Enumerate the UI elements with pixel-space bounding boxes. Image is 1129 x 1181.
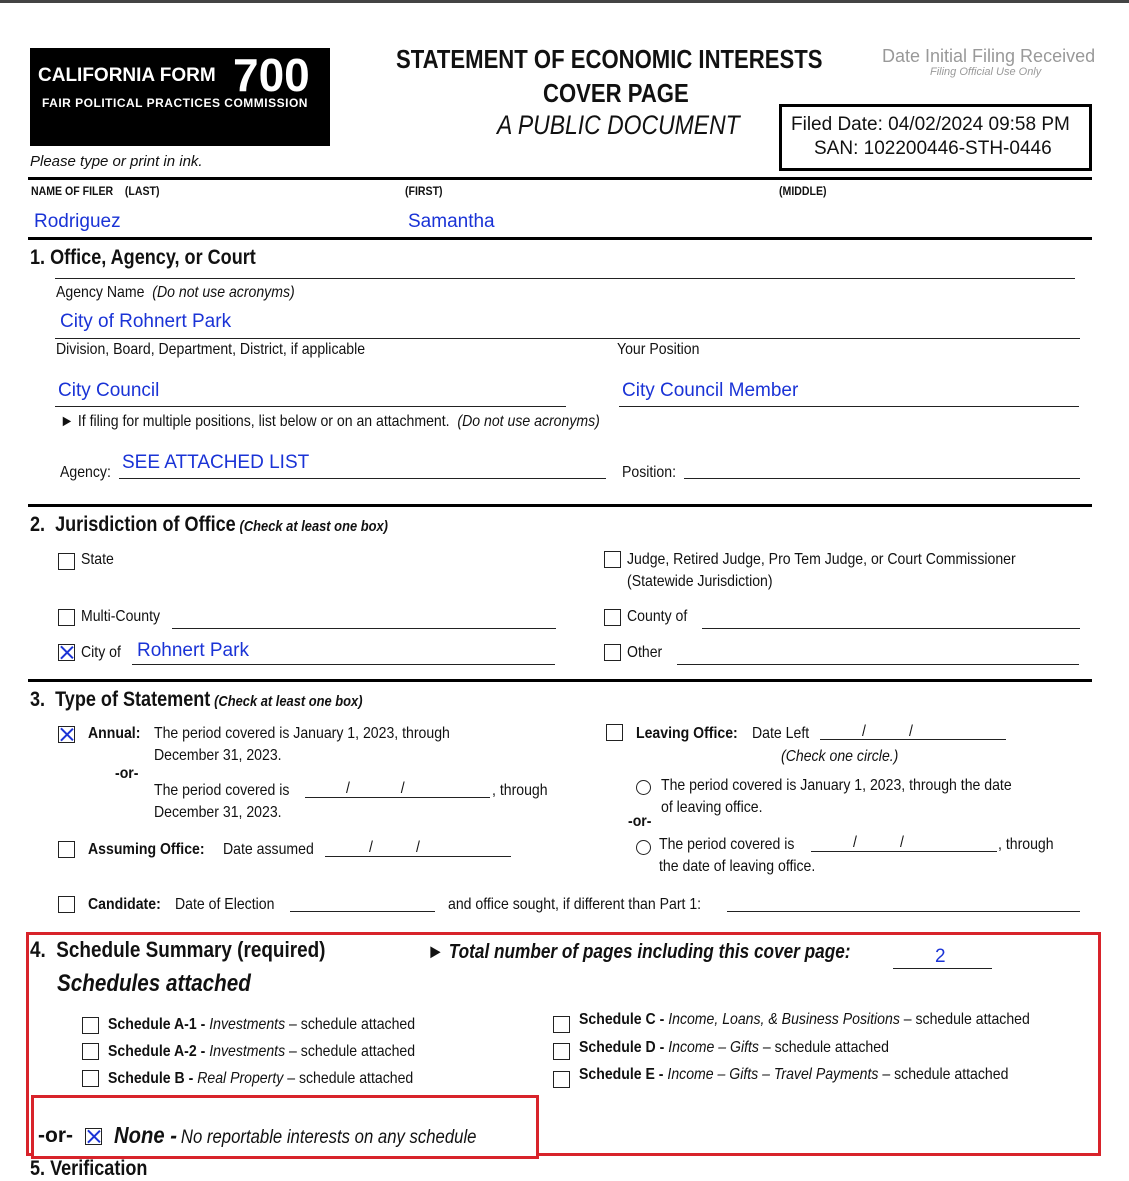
multi-county-checkbox[interactable]: [58, 609, 75, 626]
form-badge: [30, 48, 330, 146]
assuming-date-slash: / /: [369, 839, 420, 856]
candidate-text-2: and office sought, if different than Part 1:: [448, 896, 702, 913]
agency-name-value[interactable]: City of Rohnert Park: [60, 311, 232, 332]
county-of-label: County of: [627, 608, 688, 625]
agency-label-text: Agency Name: [56, 284, 145, 301]
position2-label: Position:: [622, 464, 677, 481]
leaving-option1-radio[interactable]: [636, 780, 651, 795]
schedule-b-title: Schedule B -: [108, 1070, 194, 1087]
filer-last-label: NAME OF FILER (LAST): [31, 184, 160, 198]
schedule-c-checkbox[interactable]: [553, 1016, 570, 1033]
leaving-option2-a: The period covered is: [659, 836, 795, 853]
leaving-option2-c: the date of leaving office.: [659, 858, 816, 875]
assuming-office-label: Assuming Office:: [88, 841, 205, 858]
section2-subtitle: (Check at least one box): [239, 518, 388, 535]
annual-label: Annual:: [88, 725, 141, 742]
division-value[interactable]: City Council: [58, 380, 160, 401]
division-label: Division, Board, Department, District, if applicable: [56, 341, 366, 358]
agency2-value[interactable]: SEE ATTACHED LIST: [122, 452, 310, 473]
schedule-d-type: Income – Gifts: [668, 1039, 759, 1056]
none-checkbox[interactable]: [85, 1128, 102, 1145]
filer-last-name[interactable]: Rodriguez: [34, 211, 121, 232]
schedule-c-rest: – schedule attached: [903, 1011, 1030, 1028]
total-pages-underline: [893, 968, 992, 969]
leaving-office-text: Date Left: [752, 725, 810, 742]
rule-section3: [28, 679, 1092, 682]
schedule-e-label: [579, 1066, 1008, 1084]
schedule-d-checkbox[interactable]: [553, 1043, 570, 1060]
schedule-b-label: [108, 1070, 413, 1088]
section1-title: 1. Office, Agency, or Court: [30, 246, 256, 269]
judge-checkbox[interactable]: [604, 551, 621, 568]
multiple-note-text: ► If filing for multiple positions, list below or on an attachment.: [60, 413, 450, 430]
annual-checkbox[interactable]: [58, 726, 75, 743]
candidate-checkbox[interactable]: [58, 896, 75, 913]
agency-name-label: [56, 284, 295, 302]
san-number: SAN: 102200446-STH-0446: [814, 138, 1052, 159]
form-number: 700: [233, 49, 310, 101]
none-label: [114, 1122, 476, 1149]
section3-title: 3. Type of Statement: [30, 688, 211, 711]
state-label: State: [81, 551, 114, 568]
schedule-c-type: Income, Loans, & Business Positions: [668, 1011, 900, 1028]
other-label: Other: [627, 644, 663, 661]
schedule-a2-title: Schedule A-2 -: [108, 1043, 206, 1060]
rule-section2: [28, 504, 1092, 507]
filer-middle-label: (MIDDLE): [779, 184, 827, 198]
filer-first-label: (FIRST): [405, 184, 443, 198]
agency-note: (Do not use acronyms): [152, 284, 295, 301]
date-received-label: Date Initial Filing Received: [882, 46, 1096, 66]
your-position-label: Your Position: [617, 341, 700, 358]
annual-text-4: December 31, 2023.: [154, 804, 282, 821]
agency-underline: [55, 338, 1080, 339]
agency2-underline: [119, 478, 606, 479]
leaving-or: -or-: [628, 813, 652, 830]
section3-heading: [30, 688, 363, 712]
please-type-note: Please type or print in ink.: [30, 153, 203, 170]
state-checkbox[interactable]: [58, 553, 75, 570]
schedule-a2-rest: – schedule attached: [289, 1043, 416, 1060]
office-sought-underline[interactable]: [727, 911, 1080, 912]
agency2-label: Agency:: [60, 464, 111, 481]
schedules-attached-heading: Schedules attached: [57, 970, 251, 997]
annual-text-3a: The period covered is: [154, 782, 290, 799]
annual-text-2: December 31, 2023.: [154, 747, 282, 764]
schedule-a1-type: Investments: [209, 1016, 286, 1033]
filer-first-name[interactable]: Samantha: [408, 211, 495, 232]
assuming-office-text: Date assumed: [223, 841, 314, 858]
leaving-office-checkbox[interactable]: [606, 724, 623, 741]
schedule-a1-rest: – schedule attached: [289, 1016, 416, 1033]
rule-section1: [28, 237, 1092, 240]
filed-date: Filed Date: 04/02/2024 09:58 PM: [791, 114, 1070, 135]
leaving-option1-b: of leaving office.: [661, 799, 763, 816]
position-value[interactable]: City Council Member: [622, 380, 799, 401]
schedule-e-title: Schedule E -: [579, 1066, 664, 1083]
schedule-e-type: Income – Gifts – Travel Payments: [667, 1066, 879, 1083]
multi-county-underline: [172, 628, 556, 629]
position2-underline: [684, 478, 1080, 479]
total-pages-value[interactable]: 2: [935, 946, 946, 967]
schedule-d-title: Schedule D -: [579, 1039, 665, 1056]
candidate-label: Candidate:: [88, 896, 161, 913]
schedule-d-label: [579, 1039, 889, 1057]
none-text: No reportable interests on any schedule: [180, 1127, 477, 1148]
leaving-option2-underline[interactable]: [811, 851, 997, 852]
section3-subtitle: (Check at least one box): [214, 693, 363, 710]
form-title: STATEMENT OF ECONOMIC INTERESTS: [396, 44, 823, 74]
multi-county-label: Multi-County: [81, 608, 161, 625]
schedule-a2-type: Investments: [209, 1043, 286, 1060]
total-pages-label: ► Total number of pages including this cover page:: [427, 941, 851, 963]
leaving-option1-a: The period covered is January 1, 2023, through the date: [661, 777, 1012, 794]
schedule-c-label: [579, 1011, 1030, 1029]
check-one-circle: (Check one circle.): [781, 748, 899, 765]
schedule-e-rest: – schedule attached: [882, 1066, 1009, 1083]
candidate-text: Date of Election: [175, 896, 275, 913]
form-line1: CALIFORNIA FORM: [38, 65, 216, 86]
section2-heading: [30, 513, 388, 537]
schedule-b-rest: – schedule attached: [287, 1070, 414, 1087]
none-or: -or-: [38, 1124, 73, 1147]
form-line2: FAIR POLITICAL PRACTICES COMMISSION: [42, 96, 308, 110]
city-of-checkbox[interactable]: [58, 644, 75, 661]
schedule-a2-checkbox[interactable]: [82, 1043, 99, 1060]
leaving-option2-radio[interactable]: [636, 840, 651, 855]
assuming-office-checkbox[interactable]: [58, 841, 75, 858]
city-of-value[interactable]: Rohnert Park: [137, 640, 249, 661]
other-checkbox[interactable]: [604, 644, 621, 661]
rule-filer-top: [28, 177, 1092, 180]
election-date-underline[interactable]: [290, 911, 435, 912]
rule-section1-title: [55, 278, 1075, 279]
position-underline: [619, 406, 1079, 407]
county-of-underline: [702, 628, 1080, 629]
leaving-option2-slash: / /: [853, 834, 904, 851]
multiple-positions-note: [60, 413, 600, 431]
schedule-b-type: Real Property: [197, 1070, 284, 1087]
annual-date-slash: / /: [346, 780, 405, 797]
public-document: A PUBLIC DOCUMENT: [497, 110, 740, 140]
schedule-d-rest: – schedule attached: [762, 1039, 889, 1056]
judge-label-2: (Statewide Jurisdiction): [627, 573, 773, 590]
section2-title: 2. Jurisdiction of Office: [30, 513, 236, 536]
county-of-checkbox[interactable]: [604, 609, 621, 626]
leaving-option2-b: , through: [998, 836, 1054, 853]
city-of-underline: [132, 664, 555, 665]
section4-title: 4. Schedule Summary (required): [30, 937, 326, 962]
city-of-label: City of: [81, 644, 121, 661]
annual-text-3b: , through: [492, 782, 548, 799]
top-rule: [0, 0, 1129, 3]
division-underline: [55, 406, 566, 407]
official-use-label: Filing Official Use Only: [930, 66, 1042, 78]
multiple-note-italic: (Do not use acronyms): [457, 413, 600, 430]
annual-or: -or-: [115, 765, 139, 782]
annual-text-1: The period covered is January 1, 2023, through: [154, 725, 450, 742]
schedule-a1-label: [108, 1016, 415, 1034]
leaving-office-label: Leaving Office:: [636, 725, 738, 742]
section5-title: 5. Verification: [30, 1157, 148, 1180]
schedule-e-checkbox[interactable]: [553, 1071, 570, 1088]
leaving-date-slash: / /: [862, 723, 913, 740]
schedule-b-checkbox[interactable]: [82, 1070, 99, 1087]
form-subtitle: COVER PAGE: [543, 78, 689, 108]
schedule-a1-title: Schedule A-1 -: [108, 1016, 206, 1033]
schedule-a2-label: [108, 1043, 415, 1061]
schedule-c-title: Schedule C -: [579, 1011, 665, 1028]
filed-date-box: [779, 104, 1092, 171]
other-underline: [677, 664, 1079, 665]
judge-label: Judge, Retired Judge, Pro Tem Judge, or Court Commissioner: [627, 551, 1016, 568]
schedule-a1-checkbox[interactable]: [82, 1017, 99, 1034]
none-title: None -: [114, 1122, 177, 1148]
